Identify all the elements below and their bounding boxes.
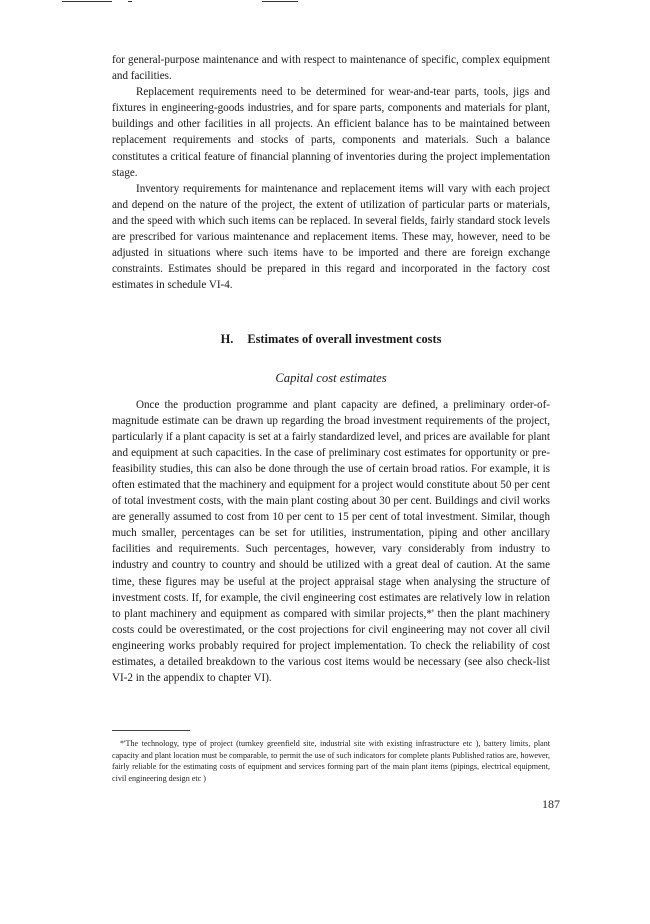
footnote-text: *'The technology, type of project (turnkey greenfield site, industrial site with existing infrastructure etc ), battery limits, plant capacity and plant location must be comparable, to permit the use of such indicators for complete plants Published ratios are, however, fairly reliable for the estimating costs of equipment and services forming part of the main plant items (pipings, electrical equipment, civil engineering design etc ) (112, 739, 550, 783)
section-number: H. (220, 332, 234, 346)
paragraph: Once the production programme and plant capacity are defined, a preliminary order-of-magnitude estimate can be drawn up regarding the broad investment requirements of the project, particularly if a plant capacity is set at a fairly standardized level, and prices are available for plant and equipment at such capacities. In the case of preliminary cost estimates for opportunity or pre-feasibility studies, this can also be done through the use of certain broad ratios. For example, it is often estimated that the machinery and equipment for a project would constitute about 50 per cent of total investment costs, with the main plant costing about 30 per cent. Buildings and civil works are generally assumed to cost from 10 per cent to 15 per cent of total investment. Similar, though much smaller, percentages can be set for utilities, instrumentation, piping and other ancillary facilities and requirements. Such percentages, however, vary considerably from industry to industry and country to country and should be utilized with a great deal of caution. At the same time, these figures may be useful at the project appraisal stage when analysing the structure of investment costs. If, for example, the civil engineering cost estimates are relatively low in relation to plant machinery and equipment as compared with similar projects,*' then the plant machinery costs could be overestimated, or the cost projections for civil engineering may not cover all civil engineering works probably required for project implementation. To check the reliability of cost estimates, a detailed breakdown to the various cost items would be necessary (see also check-list VI-2 in the appendix to chapter VI). (112, 399, 550, 684)
top-section (112, 52, 550, 293)
page-number: 187 (542, 797, 560, 811)
paragraph: Replacement requirements need to be determined for wear-and-tear parts, tools, jigs and fixtures in engineering-goods industries, and for spare parts, components and materials for plant, buildings and other facilities in all projects. An efficient balance has to be maintained between replacement requirements and stocks of parts, components and materials. Such a balance constitutes a critical feature of financial planning of inventories during the project implementation stage. (112, 86, 550, 179)
main-body (112, 397, 550, 686)
header-rule-mark (128, 1, 132, 2)
header-rule-right (262, 1, 298, 2)
header-rule-left (62, 1, 112, 2)
section-heading (112, 331, 550, 347)
subsection-heading: Capital cost estimates (275, 371, 387, 385)
paragraph: Inventory requirements for maintenance and replacement items will vary with each project and depend on the nature of the project, the extent of utilization of particular parts or materials, and the speed with which such items can be replaced. In several fields, fairly standard stock levels are prescribed for various maintenance and replacement items. These may, however, need to be adjusted in situations where such items have to be imported and there are foreign exchange constraints. Estimates should be prepared in this regard and incorporated in the factory cost estimates in schedule VI-4. (112, 182, 550, 292)
footnote (112, 738, 550, 784)
footnote-rule (112, 730, 190, 731)
section-title: Estimates of overall investment costs (247, 332, 442, 346)
paragraph: for general-purpose maintenance and with respect to maintenance of specific, complex equipment and facilities. (112, 54, 550, 83)
